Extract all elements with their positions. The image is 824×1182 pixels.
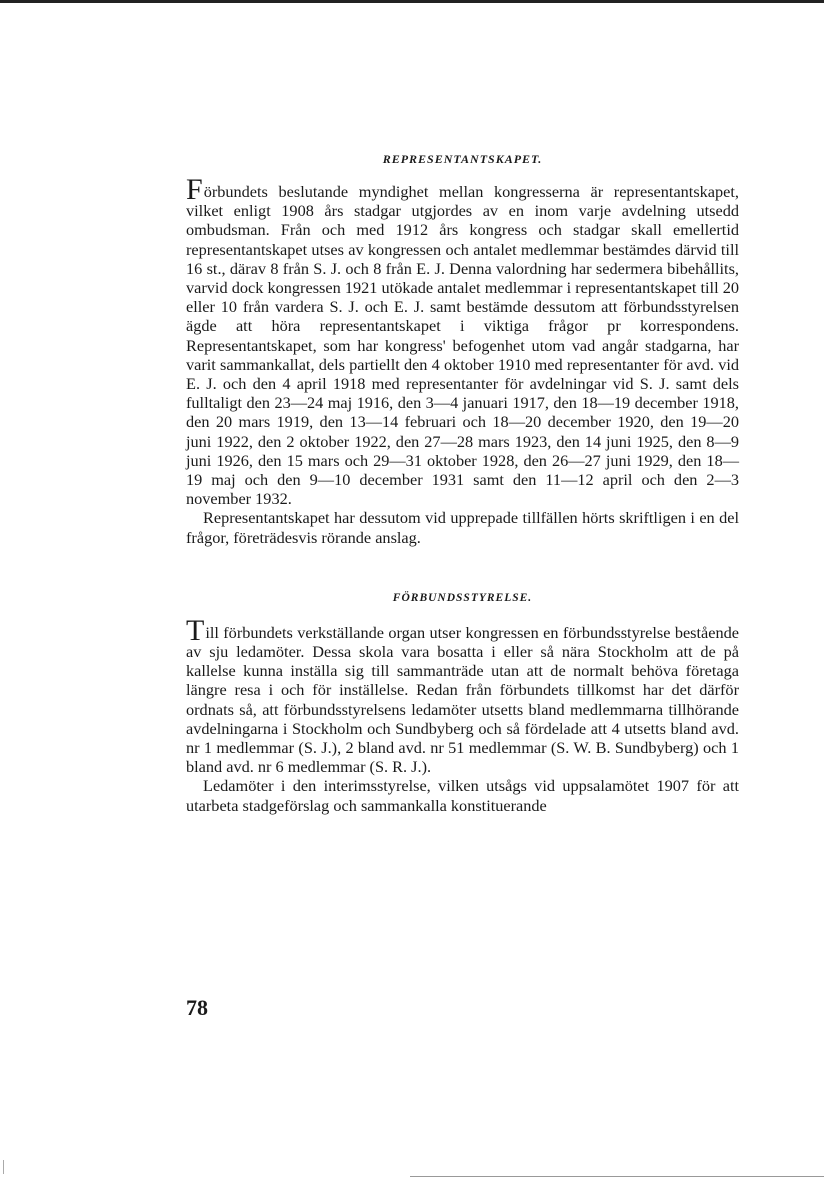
paragraph-representantskapet-2: Representantskapet har dessutom vid upprepade tillfällen hörts skriftligen i en del frågor, företrädesvis rörande anslag. [186, 508, 739, 547]
top-border-rule [0, 0, 824, 3]
paragraph-forbundsstyrelse-2: Ledamöter i den interimsstyrelse, vilken utsågs vid uppsalamötet 1907 för att utarbeta stadgeförslag och sammankalla konstituerande [186, 776, 739, 815]
page-body [186, 150, 739, 815]
page-number: 78 [186, 995, 208, 1020]
dropcap-t: T [186, 613, 205, 647]
scan-edge-mark [3, 1160, 4, 1174]
dropcap-f: F [186, 173, 203, 206]
section-heading-representantskapet: REPRESENTANTSKAPET. [382, 152, 543, 166]
section-heading-forbundsstyrelse: FÖRBUNDSSTYRELSE. [392, 591, 533, 604]
paragraph-representantskapet-1 [186, 173, 739, 509]
paragraph-text: ill förbundets verkställande organ utser kongressen en förbundsstyrelse bestående av sju ledamöter. Dessa skola vara bosatta i eller så nära Stockholm att de på kallelse kunna inställa sig till sammanträde utan att de normalt behöva företaga längre resa i och för inställelse. Redan från förbundets tillkomst har det därför ordnats så, att förbundsstyrelsens ledamöter utsetts bland medlemmarna tillhörande avdelningarna i Stockholm och Sundbyberg och så fördelade att 4 utsetts bland avd. nr 1 medlemmar (S. J.), 2 bland avd. nr 51 medlemmar (S. W. B. Sundbyberg) och 1 bland avd. nr 6 medlemmar (S. R. J.). [186, 622, 739, 777]
paragraph-forbundsstyrelse-1 [186, 613, 739, 777]
paragraph-text: örbundets beslutande myndighet mellan kongresserna är representantskapet, vilket enligt 1908 års stadgar utgjordes av en inom varje avdelning utsedd ombudsman. Från och med 1912 års kongress och stadgar skall emellertid representantskapet utses av kongressen och antalet medlemmar bestämdes därvid till 16 st., därav 8 från S. J. och 8 från E. J. Denna valordning har sedermera bibehållits, varvid dock kongressen 1921 utökade antalet medlemmar i representantskapet till 20 eller 10 från vardera S. J. och E. J. samt bestämde dessutom att förbundsstyrelsen ägde att höra representantskapet i viktiga frågor pr korrespondens. Representantskapet, som har kongress' befogenhet utom vad angår stadgarna, har varit sammankallat, dels partiellt den 4 oktober 1910 med representanter för avd. vid E. J. och den 4 april 1918 med representanter för avdelningar vid S. J. samt dels fulltaligt den 23—24 maj 1916, den 3—4 januari 1917, den 18—19 december 1918, den 20 mars 1919, den 13—14 februari och 18—20 december 1920, den 19—20 juni 1922, den 2 oktober 1922, den 27—28 mars 1923, den 14 juni 1925, den 8—9 juni 1926, den 15 mars och 29—31 oktober 1928, den 26—27 juni 1929, den 18—19 maj och den 9—10 december 1931 samt den 11—12 april och den 2—3 november 1932. [186, 182, 739, 509]
bottom-edge-rule [410, 1176, 824, 1177]
